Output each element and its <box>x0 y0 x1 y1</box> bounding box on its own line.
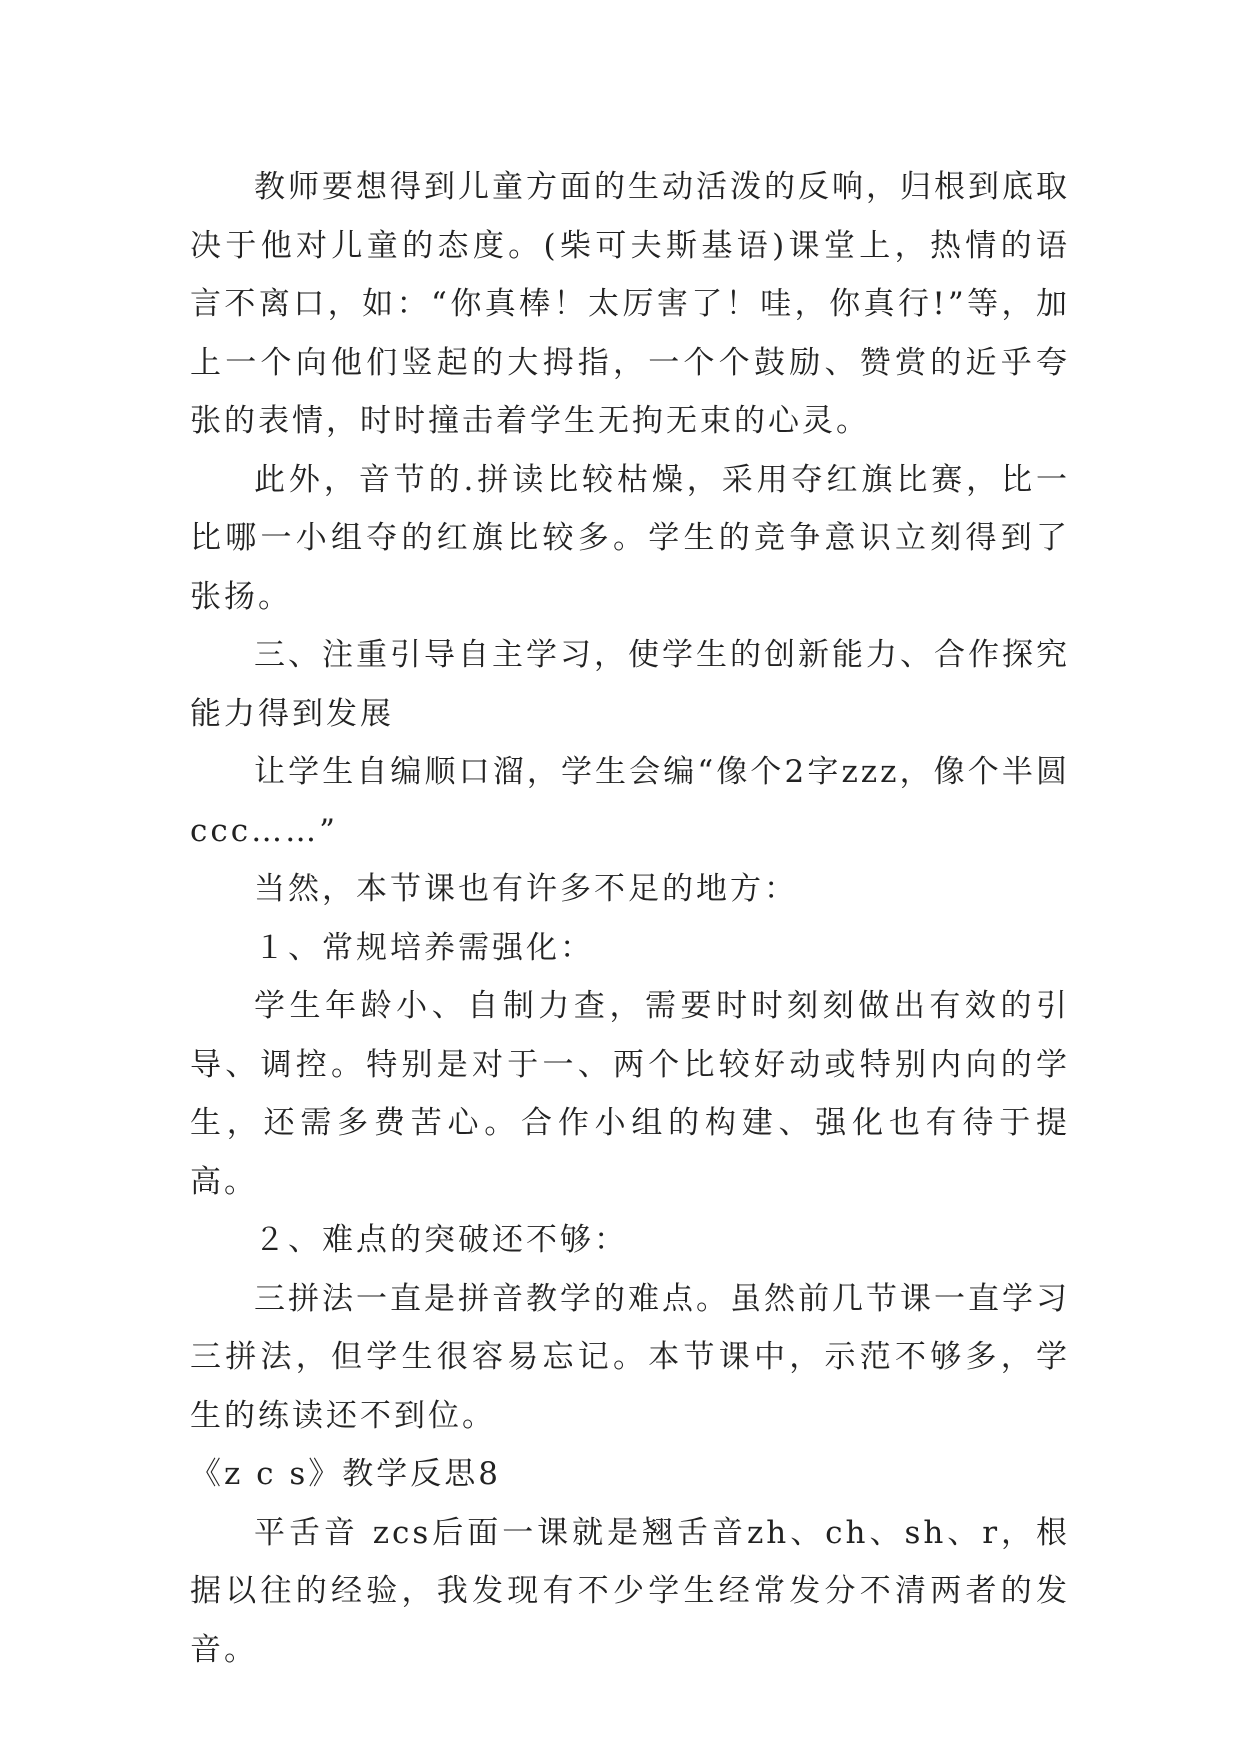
paragraph-flat-tongue: 平舌音 zcs后面一课就是翘舌音zh、ch、sh、r，根据以往的经验，我发现有不少学生经常发分不清两者的发音。 <box>190 1514 1070 1668</box>
list-item-difficulty: ２、难点的突破还不够： <box>254 1222 628 1258</box>
paragraph-self-control: 学生年龄小、自制力查，需要时时刻刻做出有效的引导、调控。特别是对于一、两个比较好动或特别内向的学生，还需多费苦心。合作小组的构建、强化也有待于提高。 <box>190 988 1070 1200</box>
paragraph-rhymes: 让学生自编顺口溜，学生会编“像个2字zzz，像个半圆ccc……” <box>190 754 1070 849</box>
document-body <box>190 158 1070 1679</box>
paragraph-shortcomings-intro: 当然，本节课也有许多不足的地方： <box>254 871 798 907</box>
list-item-routine-training: １、常规培养需强化： <box>254 929 594 966</box>
paragraph-section-three-heading: 三、注重引导自主学习，使学生的创新能力、合作探究能力得到发展 <box>190 637 1070 732</box>
paragraph-three-spelling: 三拼法一直是拼音教学的难点。虽然前几节课一直学习三拼法，但学生很容易忘记。本节课中，示范不够多，学生的练读还不到位。 <box>190 1280 1070 1434</box>
paragraph-red-flag-contest: 此外，音节的.拼读比较枯燥，采用夺红旗比赛，比一比哪一小组夺的红旗比较多。学生的竞争意识立刻得到了张扬。 <box>190 461 1070 615</box>
section-title: 《z c s》教学反思8 <box>190 1456 502 1492</box>
paragraph-teacher-attitude: 教师要想得到儿童方面的生动活泼的反响，归根到底取决于他对儿童的态度。(柴可夫斯基语)课堂上，热情的语言不离口，如：“你真棒！太厉害了！哇，你真行!”等，加上一个向他们竖起的大拇指，一个个鼓励、赞赏的近乎夸张的表情，时时撞击着学生无拘无束的心灵。 <box>190 169 1070 439</box>
